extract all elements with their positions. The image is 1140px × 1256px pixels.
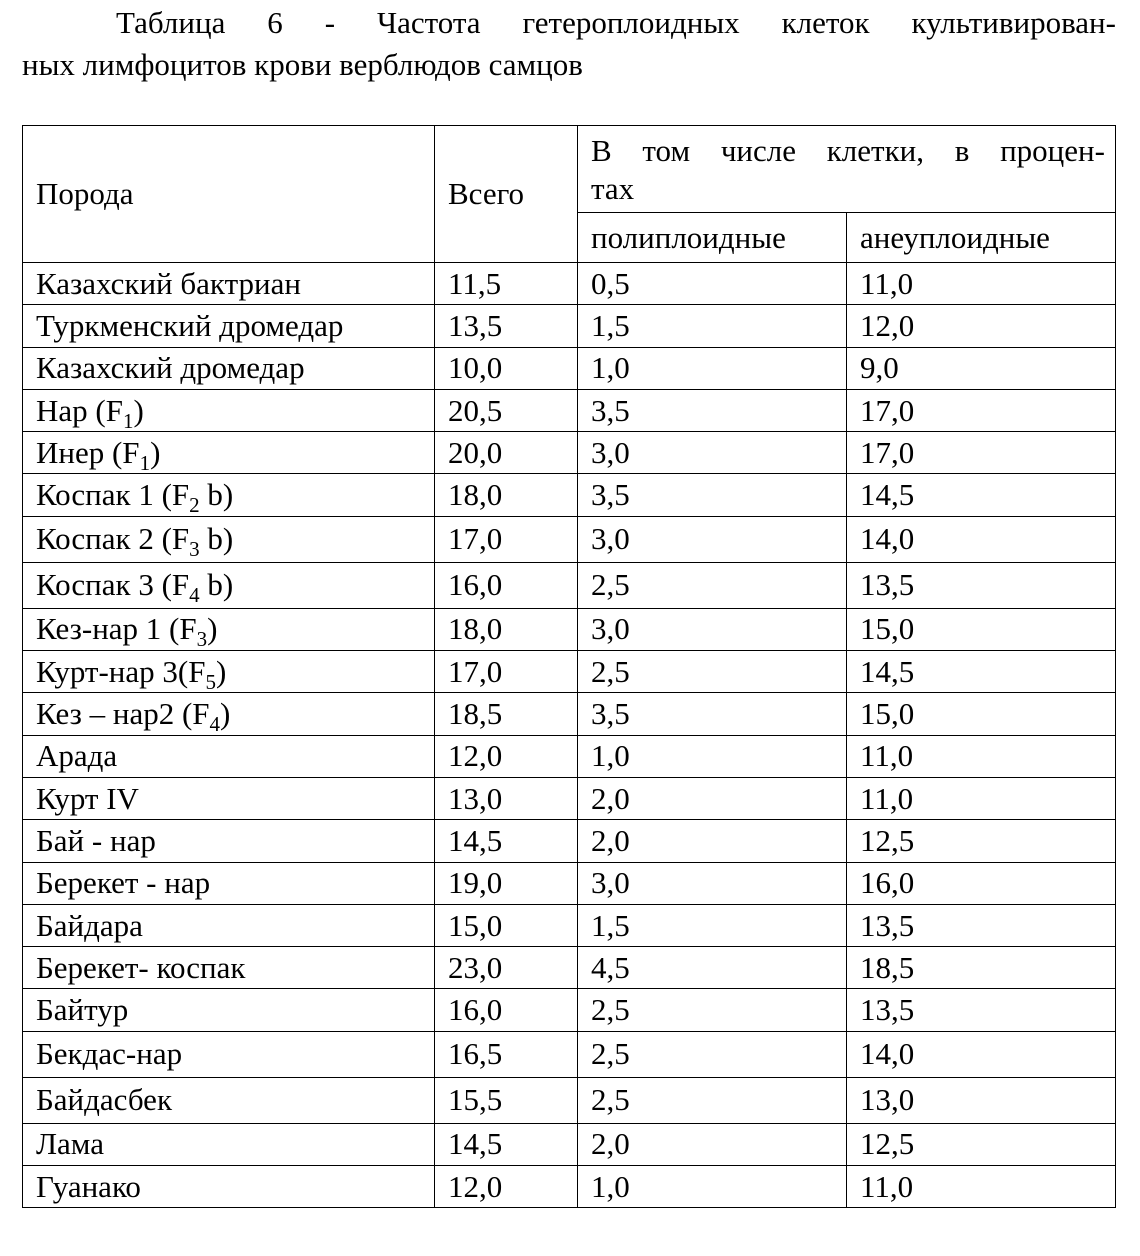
caption-word: культивирован-: [911, 5, 1116, 40]
cell-polyploid: 2,5: [578, 989, 847, 1031]
caption-word: Частота: [376, 5, 481, 40]
caption-word: Таблица: [116, 5, 226, 40]
breed-suffix: ): [207, 611, 218, 647]
cell-breed: [23, 1166, 435, 1208]
caption-word: 6: [267, 5, 283, 40]
cell-total: 12,0: [435, 735, 578, 777]
header-group-word: том: [642, 133, 691, 168]
breed-subscript: 1: [122, 408, 134, 432]
table-row: [23, 608, 1116, 650]
breed-suffix: ): [133, 392, 144, 428]
breed-name: Курт-нар 3(F: [36, 653, 206, 689]
cell-total: 17,0: [435, 651, 578, 693]
breed-name: Казахский дромедар: [36, 350, 305, 386]
breed-subscript: 4: [189, 583, 200, 608]
breed-name: Бай - нар: [36, 822, 156, 858]
cell-polyploid: 2,0: [578, 777, 847, 819]
cell-total: 15,0: [435, 904, 578, 946]
breed-subscript: 4: [209, 712, 221, 736]
cell-total: 15,5: [435, 1077, 578, 1123]
breed-name: Арада: [36, 738, 118, 774]
cell-polyploid: 3,5: [578, 389, 847, 431]
cell-polyploid: 2,5: [578, 562, 847, 608]
breed-name: Туркменский дромедар: [36, 307, 344, 343]
breed-name: Байдасбек: [36, 1082, 173, 1118]
cell-total: 18,0: [435, 608, 578, 650]
cell-aneuploid: 11,0: [847, 263, 1116, 305]
cell-polyploid: 2,5: [578, 1031, 847, 1077]
breed-suffix: b): [199, 521, 234, 557]
cell-aneuploid: 14,5: [847, 474, 1116, 516]
breed-name: Нар (F: [36, 392, 123, 428]
breed-name: Байдара: [36, 907, 143, 943]
breed-suffix: b): [199, 567, 234, 603]
cell-breed: [23, 432, 435, 474]
cell-breed: [23, 1123, 435, 1165]
breed-name: Гуанако: [36, 1168, 141, 1204]
breed-name: Коспак 2 (F: [36, 521, 190, 557]
cell-aneuploid: 12,5: [847, 1123, 1116, 1165]
table-row: [23, 516, 1116, 562]
table-row: [23, 947, 1116, 989]
table-row: [23, 1166, 1116, 1208]
table-row: [23, 1077, 1116, 1123]
cell-total: 19,0: [435, 862, 578, 904]
caption-line-2: ных лимфоцитов крови верблюдов самцов: [22, 47, 583, 82]
cell-polyploid: 3,5: [578, 693, 847, 735]
breed-name: Байтур: [36, 992, 129, 1028]
cell-polyploid: 3,0: [578, 432, 847, 474]
cell-aneuploid: 14,5: [847, 651, 1116, 693]
cell-aneuploid: 15,0: [847, 608, 1116, 650]
header-group-word: процен-: [1000, 133, 1105, 168]
data-table: [22, 125, 1116, 1208]
table-row: [23, 651, 1116, 693]
table-row: [23, 562, 1116, 608]
table-row: [23, 432, 1116, 474]
breed-name: Коспак 3 (F: [36, 567, 190, 603]
header-group: [578, 126, 1116, 213]
cell-breed: [23, 347, 435, 389]
table-row: [23, 820, 1116, 862]
breed-subscript: 3: [189, 537, 200, 562]
breed-suffix: ): [150, 434, 161, 470]
cell-breed: [23, 735, 435, 777]
cell-breed: [23, 989, 435, 1031]
cell-total: 14,5: [435, 1123, 578, 1165]
cell-aneuploid: 14,0: [847, 1031, 1116, 1077]
table-row: [23, 305, 1116, 347]
breed-name: Курт IV: [36, 780, 139, 816]
cell-total: 10,0: [435, 347, 578, 389]
cell-breed: [23, 820, 435, 862]
table-row: [23, 904, 1116, 946]
header-row-1: [23, 126, 1116, 213]
cell-aneuploid: 13,5: [847, 562, 1116, 608]
cell-total: 18,0: [435, 474, 578, 516]
caption-line-1: [22, 2, 1116, 44]
cell-breed: [23, 516, 435, 562]
cell-breed: [23, 474, 435, 516]
cell-polyploid: 1,5: [578, 904, 847, 946]
cell-total: 16,0: [435, 989, 578, 1031]
header-group-line-2: тах: [591, 171, 635, 206]
cell-total: 17,0: [435, 516, 578, 562]
cell-breed: [23, 1077, 435, 1123]
cell-aneuploid: 17,0: [847, 389, 1116, 431]
cell-aneuploid: 13,0: [847, 1077, 1116, 1123]
cell-polyploid: 4,5: [578, 947, 847, 989]
table-row: [23, 989, 1116, 1031]
cell-aneuploid: 14,0: [847, 516, 1116, 562]
header-group-word: В: [591, 133, 612, 168]
cell-polyploid: 1,0: [578, 1166, 847, 1208]
cell-aneuploid: 16,0: [847, 862, 1116, 904]
cell-aneuploid: 11,0: [847, 1166, 1116, 1208]
table-row: [23, 862, 1116, 904]
header-group-word: в: [954, 133, 970, 168]
caption-word: -: [324, 5, 336, 40]
header-polyploid: полиплоидные: [578, 213, 847, 263]
breed-name: Коспак 1 (F: [36, 477, 190, 513]
cell-breed: [23, 389, 435, 431]
cell-aneuploid: 9,0: [847, 347, 1116, 389]
cell-aneuploid: 11,0: [847, 735, 1116, 777]
breed-name: Лама: [36, 1126, 104, 1162]
cell-total: 20,5: [435, 389, 578, 431]
cell-breed: [23, 305, 435, 347]
cell-breed: [23, 947, 435, 989]
table-row: [23, 693, 1116, 735]
table-row: [23, 474, 1116, 516]
cell-total: 13,5: [435, 305, 578, 347]
cell-breed: [23, 777, 435, 819]
cell-polyploid: 1,5: [578, 305, 847, 347]
header-breed: Порода: [23, 126, 435, 263]
header-total: Всего: [435, 126, 578, 263]
cell-polyploid: 2,0: [578, 820, 847, 862]
cell-total: 18,5: [435, 693, 578, 735]
cell-breed: [23, 862, 435, 904]
cell-total: 13,0: [435, 777, 578, 819]
breed-name: Кез – нар2 (F: [36, 696, 210, 732]
header-group-line-1: [591, 132, 1105, 170]
table-caption: [22, 2, 1116, 86]
cell-aneuploid: 13,5: [847, 989, 1116, 1031]
cell-polyploid: 0,5: [578, 263, 847, 305]
table-row: [23, 1031, 1116, 1077]
breed-subscript: 2: [189, 493, 200, 517]
breed-subscript: 1: [139, 450, 151, 474]
cell-breed: [23, 651, 435, 693]
cell-breed: [23, 1031, 435, 1077]
cell-total: 12,0: [435, 1166, 578, 1208]
header-aneuploid: анеуплоидные: [847, 213, 1116, 263]
cell-polyploid: 3,0: [578, 516, 847, 562]
table-row: [23, 1123, 1116, 1165]
breed-name: Инер (F: [36, 434, 140, 470]
header-group-word: клетки,: [826, 133, 924, 168]
cell-total: 14,5: [435, 820, 578, 862]
cell-total: 20,0: [435, 432, 578, 474]
breed-subscript: 3: [196, 627, 208, 651]
cell-polyploid: 2,5: [578, 651, 847, 693]
table-row: [23, 389, 1116, 431]
caption-word: клеток: [781, 5, 870, 40]
breed-name: Берекет - нар: [36, 865, 211, 901]
cell-polyploid: 3,0: [578, 608, 847, 650]
cell-aneuploid: 18,5: [847, 947, 1116, 989]
breed-suffix: ): [215, 653, 227, 689]
breed-name: Кез-нар 1 (F: [36, 611, 197, 647]
cell-polyploid: 2,0: [578, 1123, 847, 1165]
cell-breed: [23, 693, 435, 735]
cell-aneuploid: 12,0: [847, 305, 1116, 347]
cell-breed: [23, 608, 435, 650]
breed-subscript: 5: [205, 669, 216, 693]
breed-name: Казахский бактриан: [36, 265, 301, 301]
cell-total: 16,5: [435, 1031, 578, 1077]
breed-suffix: b): [199, 477, 234, 513]
caption-word: гетероплоидных: [522, 5, 740, 40]
cell-total: 16,0: [435, 562, 578, 608]
breed-name: Берекет- коспак: [36, 949, 246, 985]
header-group-word: числе: [720, 133, 796, 168]
cell-total: 23,0: [435, 947, 578, 989]
table-row: [23, 263, 1116, 305]
cell-breed: [23, 263, 435, 305]
table-row: [23, 735, 1116, 777]
table-row: [23, 777, 1116, 819]
cell-polyploid: 3,0: [578, 862, 847, 904]
breed-suffix: ): [220, 696, 231, 732]
cell-breed: [23, 562, 435, 608]
cell-aneuploid: 15,0: [847, 693, 1116, 735]
cell-aneuploid: 11,0: [847, 777, 1116, 819]
cell-polyploid: 1,0: [578, 735, 847, 777]
cell-polyploid: 1,0: [578, 347, 847, 389]
cell-aneuploid: 13,5: [847, 904, 1116, 946]
cell-breed: [23, 904, 435, 946]
cell-polyploid: 2,5: [578, 1077, 847, 1123]
cell-polyploid: 3,5: [578, 474, 847, 516]
breed-name: Бекдас-нар: [36, 1036, 183, 1072]
table-row: [23, 347, 1116, 389]
cell-aneuploid: 17,0: [847, 432, 1116, 474]
cell-aneuploid: 12,5: [847, 820, 1116, 862]
cell-total: 11,5: [435, 263, 578, 305]
